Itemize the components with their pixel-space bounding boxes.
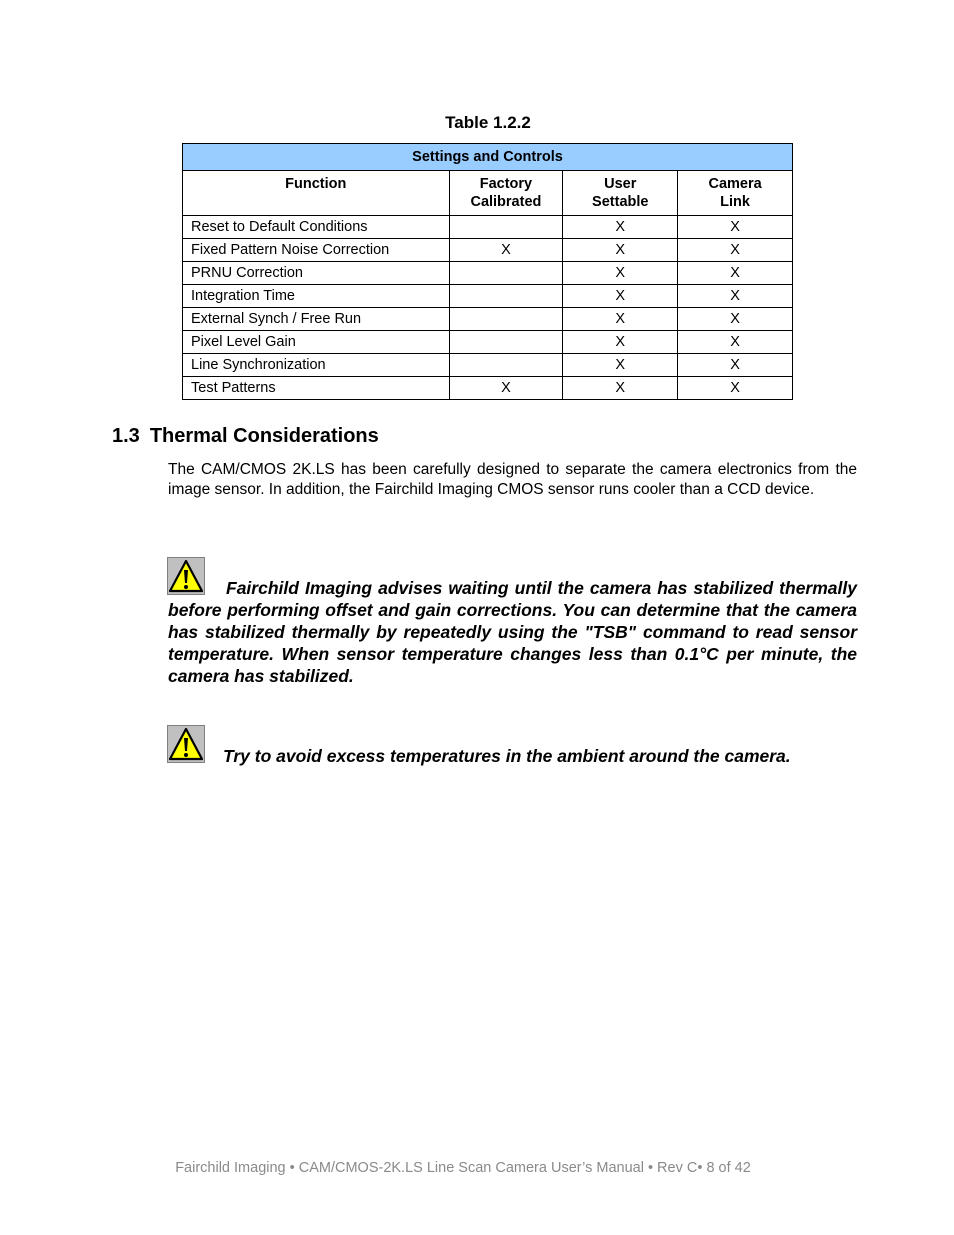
cell-user: X [563, 354, 678, 377]
cell-function: External Synch / Free Run [183, 308, 450, 331]
table-row [183, 308, 793, 331]
table-caption: Table 1.2.2 [445, 113, 531, 132]
header-user-settable: User Settable [563, 171, 678, 216]
cell-camlink: X [678, 308, 793, 331]
cell-camlink: X [678, 216, 793, 239]
warning-icon [167, 725, 205, 763]
table-row [183, 262, 793, 285]
section-paragraph: The CAM/CMOS 2K.LS has been carefully designed to separate the camera electronics from the image sensor. In addition, the Fairchild Imaging CMOS sensor runs cooler than a CCD device. [168, 461, 857, 498]
section-title: Thermal Considerations [149, 425, 379, 447]
table-banner-row [183, 144, 793, 171]
cell-factory: X [449, 377, 563, 400]
cell-camlink: X [678, 239, 793, 262]
table-row [183, 377, 793, 400]
cell-factory [449, 285, 563, 308]
cell-user: X [563, 262, 678, 285]
header-camera-link: Camera Link [678, 171, 793, 216]
table-row [183, 331, 793, 354]
header-factory-calibrated: Factory Calibrated [449, 171, 563, 216]
cell-user: X [563, 331, 678, 354]
cell-camlink: X [678, 331, 793, 354]
table-row [183, 239, 793, 262]
cell-factory [449, 216, 563, 239]
cell-function: Pixel Level Gain [183, 331, 450, 354]
warning-text: Fairchild Imaging advises waiting until the camera has stabilized thermally before performing offset and gain corrections. You can determine that the camera has stabilized thermally by repeatedly using the "TSB" command to read sensor temperature. When sensor temperature changes less than 0.1°C per minute, the camera has stabilized. [168, 578, 857, 686]
settings-table [182, 143, 793, 400]
cell-user: X [563, 308, 678, 331]
cell-camlink: X [678, 354, 793, 377]
cell-camlink: X [678, 377, 793, 400]
cell-factory [449, 354, 563, 377]
cell-function: Line Synchronization [183, 354, 450, 377]
table-row [183, 216, 793, 239]
cell-user: X [563, 239, 678, 262]
section-number: 1.3 [112, 425, 140, 447]
table-header-row [183, 171, 793, 216]
cell-factory: X [449, 239, 563, 262]
warning-text: Try to avoid excess temperatures in the ambient around the camera. [223, 746, 791, 766]
cell-function: Test Patterns [183, 377, 450, 400]
table-row [183, 285, 793, 308]
table-row [183, 354, 793, 377]
cell-user: X [563, 285, 678, 308]
cell-user: X [563, 216, 678, 239]
cell-factory [449, 331, 563, 354]
page-footer: Fairchild Imaging • CAM/CMOS-2K.LS Line Scan Camera User’s Manual • Rev C• 8 of 42 [175, 1160, 751, 1176]
header-function: Function [183, 171, 450, 216]
cell-factory [449, 262, 563, 285]
cell-factory [449, 308, 563, 331]
cell-function: Fixed Pattern Noise Correction [183, 239, 450, 262]
cell-function: PRNU Correction [183, 262, 450, 285]
cell-camlink: X [678, 262, 793, 285]
table-banner: Settings and Controls [183, 144, 793, 171]
section-heading [112, 425, 379, 448]
cell-function: Reset to Default Conditions [183, 216, 450, 239]
cell-function: Integration Time [183, 285, 450, 308]
cell-camlink: X [678, 285, 793, 308]
cell-user: X [563, 377, 678, 400]
